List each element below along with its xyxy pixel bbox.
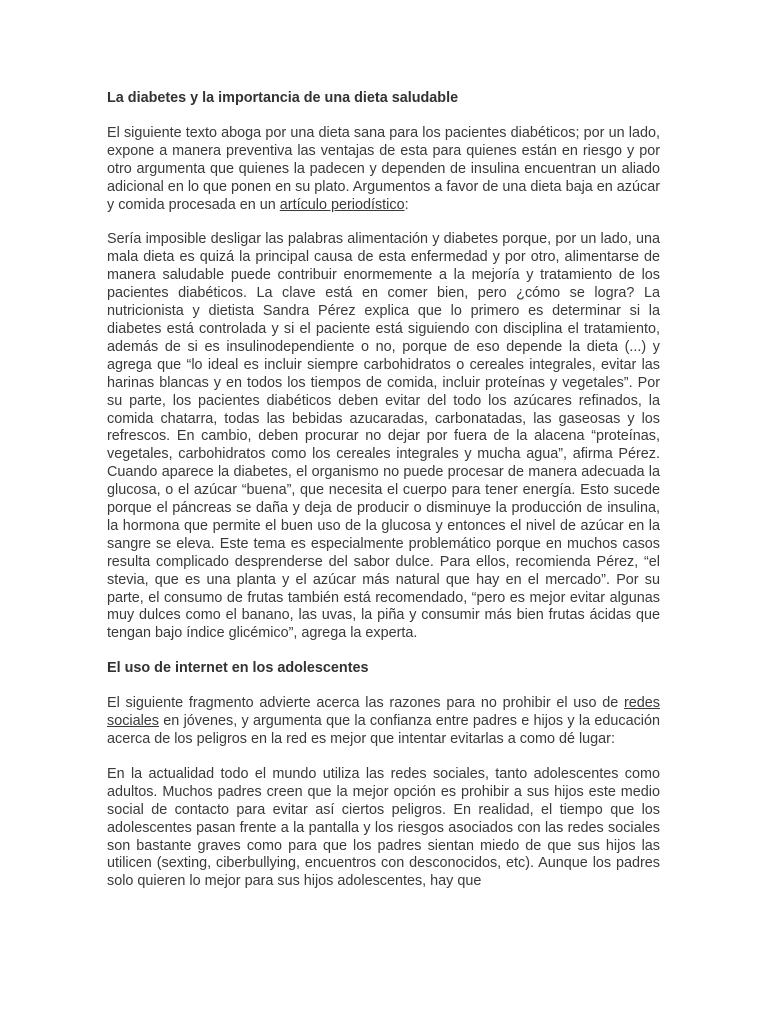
intro-text: El siguiente texto aboga por una dieta sana para los pacientes diabéticos; por un lado, expone a manera preventiva las ventajas de esta para quienes están en riesgo y por otro argumenta que quienes la padecen y dependen de insulina encuentran un aliado adicional en lo que ponen en su plato. Argumentos a favor de una dieta baja en azúcar y comida procesada en un [107,124,660,213]
document-page [107,90,660,908]
intro-paragraph-diabetes [107,125,660,215]
redes-sociales-link[interactable]: redes sociales [107,695,660,730]
intro-text-end: en jóvenes, y argumenta que la confianza entre padres e hijos y la educación acerca de los peligros en la red es mejor que intentar evitarlas a como dé lugar: [107,713,660,747]
section-heading-internet: El uso de internet en los adolescentes [107,660,369,677]
intro-text-end: : [404,196,409,213]
body-paragraph-internet: En la actualidad todo el mundo utiliza las redes sociales, tanto adolescentes como adultos. Muchos padres creen que la mejor opción es prohibir a sus hijos este medio social de contacto para evitar así ciertos peligros. En realidad, el tiempo que los adolescentes pasan frente a la pantalla y los riesgos asociados con las redes sociales son bastante graves como para que los padres sientan miedo de que sus hijos las utilicen (sexting, ciberbullying, encuentros con desconocidos, etc). Aunque los padres solo quieren lo mejor para sus hijos adolescentes, hay que [107,765,660,890]
section-heading-diabetes: La diabetes y la importancia de una dieta saludable [107,90,459,106]
body-paragraph-diabetes: Sería imposible desligar las palabras alimentación y diabetes porque, por un lado, una mala dieta es quizá la principal causa de esta enfermedad y por otro, alimentarse de manera saludable puede contribuir enormemente a la mejoría y tratamiento de los pacientes diabéticos. La clave está en comer bien, pero ¿cómo se logra? La nutricionista y dietista Sandra Pérez explica que lo primero es determinar si la diabetes está controlada y si el paciente está siguiendo con disciplina el tratamiento, además de si es insulinodependiente o no, porque de eso depende la dieta (...) y agrega que “lo ideal es incluir siempre carbohidratos o cereales integrales, evitar las harinas blancas y en todos los tiempos de comida, incluir proteínas y vegetales”. Por su parte, los pacientes diabéticos deben evitar del todo los azúcares refinados, la comida chatarra, todas las bebidas azucaradas, carbonatadas, las gaseosas y los refrescos. En cambio, deben procurar no dejar por fuera de la alacena “proteínas, vegetales, carbohidratos como los cereales integrales y mucha agua”, afirma Pérez. Cuando aparece la diabetes, el organismo no puede procesar de manera adecuada la glucosa, o el azúcar “buena”, que necesita el cuerpo para tener energía. Esto sucede porque el páncreas se daña y deja de producir o disminuye la producción de insulina, la hormona que permite el buen uso de la glucosa y entonces el nivel de azúcar en la sangre se eleva. Este tema es especialmente problemático porque en muchos casos resulta complicado desprenderse del sabor dulce. Para ellos, recomienda Pérez, “el stevia, que es una planta y el azúcar más natural que hay en el mercado”. Por su parte, el consumo de frutas también está recomendado, “pero es mejor evitar algunas muy dulces como el banano, las uvas, la piña y consumir más bien frutas ácidas que tengan bajo índice glicémico”, agrega la experta. [107,231,660,642]
intro-text: El siguiente fragmento advierte acerca las razones para no prohibir el uso de [107,695,624,712]
intro-paragraph-internet [107,695,660,749]
articulo-periodistico-link[interactable]: artículo periodístico [279,196,405,213]
